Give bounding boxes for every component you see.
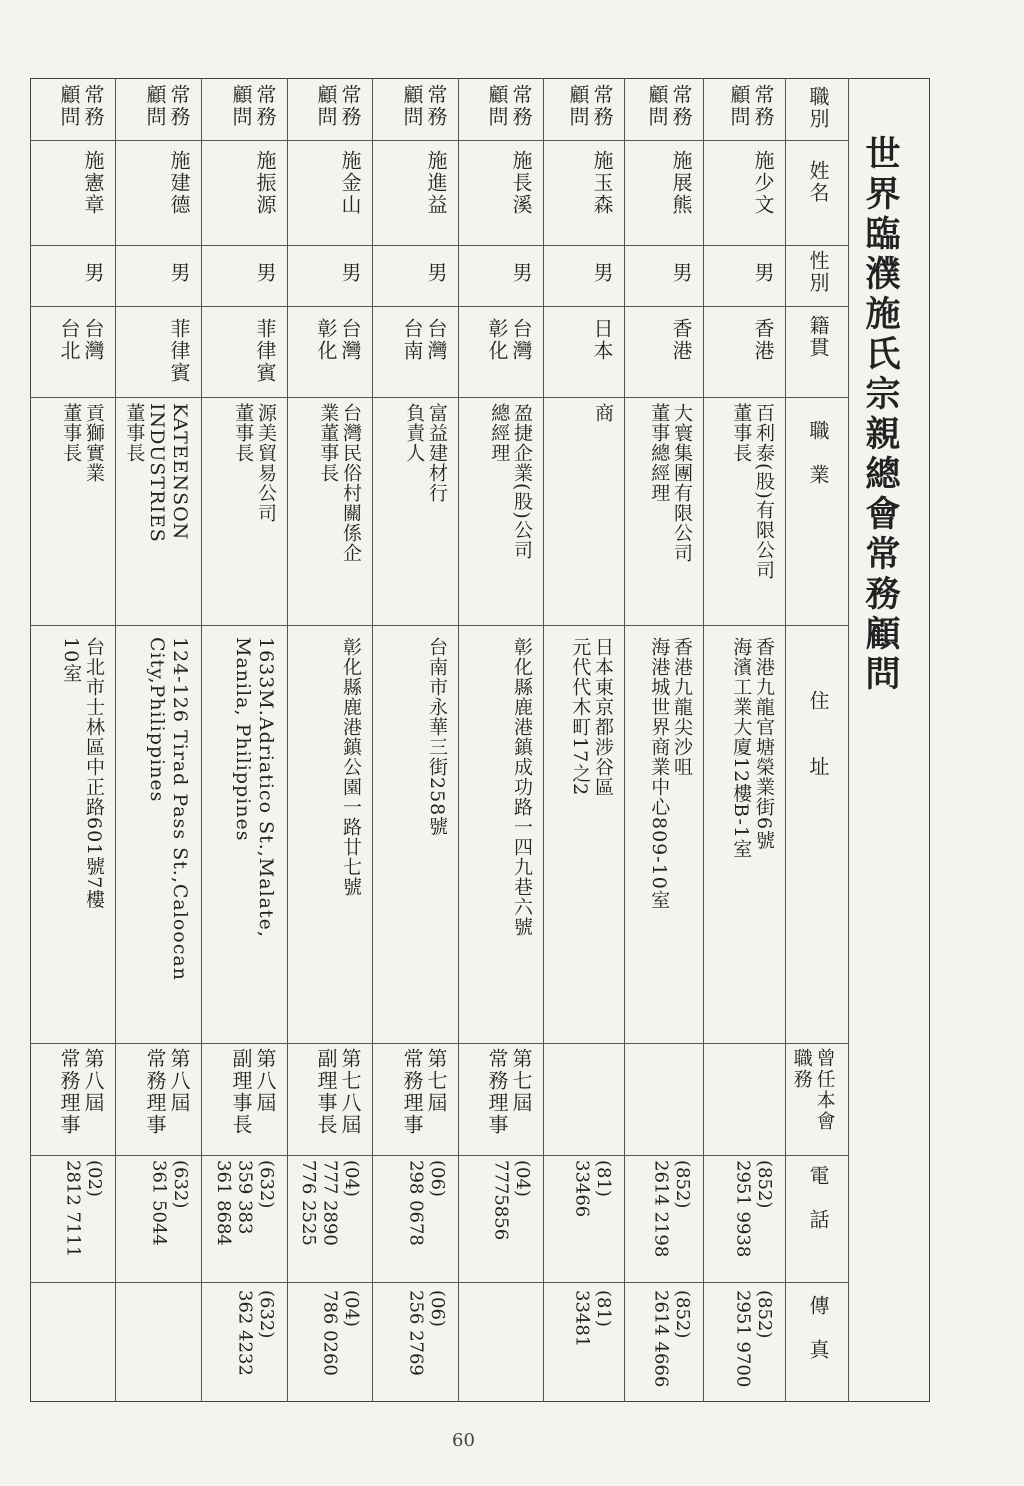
row-5-occupation: 富益建材行 負責人 [403, 403, 448, 503]
row-2-gender: 男 [669, 262, 693, 284]
row-4-address: 彰化縣鹿港鎮成功路一四九巷六號 [511, 637, 533, 937]
column-divider [458, 78, 459, 1402]
row-2-address: 香港九龍尖沙咀 海港城世界商業中心809-10室 [648, 637, 693, 910]
row-9-phone: (02) 2812 7111 [62, 1160, 105, 1258]
row-9-former-role: 第八屆 常務理事 [57, 1048, 105, 1136]
field-divider [30, 1043, 848, 1044]
column-divider [703, 78, 704, 1402]
header-address: 住 址 [806, 690, 830, 778]
row-5-fax: (06) 256 2769 [405, 1290, 448, 1376]
row-6-former-role: 第七八屆 副理事長 [314, 1048, 362, 1136]
row-2-occupation: 大寰集團有限公司 董事總經理 [648, 403, 693, 563]
row-1-fax: (852) 2951 9700 [732, 1290, 775, 1388]
row-2-origin: 香港 [669, 318, 693, 362]
row-8-origin: 菲律賓 [167, 318, 191, 384]
row-6-occupation: 台灣民俗村關係企 業董事長 [317, 403, 362, 563]
row-5-origin: 台灣 台南 [400, 318, 448, 362]
row-6-address: 彰化縣鹿港鎮公園一路廿七號 [340, 637, 362, 897]
row-3-gender: 男 [590, 262, 614, 284]
row-2-fax: (852) 2614 4666 [650, 1290, 693, 1388]
field-divider [30, 1282, 848, 1283]
row-7-address: 1633M.Adriatico St.,Malate, Manila, Philippines [232, 637, 277, 938]
row-1-occupation: 百利泰(股)有限公司 董事長 [730, 403, 775, 580]
row-4-phone: (04) 7775856 [490, 1160, 533, 1241]
row-1-position: 常務 顧問 [727, 84, 775, 128]
row-4-gender: 男 [509, 262, 533, 284]
field-divider [30, 245, 848, 246]
row-4-origin: 台灣 彰化 [485, 318, 533, 362]
row-4-former-role: 第七屆 常務理事 [485, 1048, 533, 1136]
row-9-name: 施憲章 [81, 150, 105, 216]
row-4-occupation: 盈捷企業(股)公司 總經理 [488, 403, 533, 560]
row-1-name: 施少文 [751, 150, 775, 216]
column-divider [287, 78, 288, 1402]
column-divider [543, 78, 544, 1402]
row-6-gender: 男 [338, 262, 362, 284]
row-8-phone: (632) 361 5044 [148, 1160, 191, 1246]
header-origin: 籍貫 [806, 315, 830, 359]
row-2-name: 施展熊 [669, 150, 693, 216]
row-3-address: 日本東京都涉谷區 元代代木町17之2 [569, 637, 614, 797]
row-9-gender: 男 [81, 262, 105, 284]
row-8-former-role: 第八屆 常務理事 [143, 1048, 191, 1136]
header-phone: 電 話 [806, 1165, 830, 1231]
row-7-name: 施振源 [253, 150, 277, 216]
header-occupation: 職 業 [806, 420, 830, 486]
header-name: 姓名 [806, 160, 830, 204]
header-former-role: 曾任本會 職務 [790, 1048, 836, 1132]
row-3-fax: (81) 33481 [571, 1290, 614, 1348]
row-7-position: 常務 顧問 [229, 84, 277, 128]
row-3-origin: 日本 [590, 318, 614, 362]
row-3-name: 施玉森 [590, 150, 614, 216]
header-fax: 傳 真 [806, 1295, 830, 1361]
row-2-phone: (852) 2614 2198 [650, 1160, 693, 1258]
row-8-occupation: KATEENSON INDUSTRIES 董事長 [123, 403, 191, 543]
row-5-position: 常務 顧問 [400, 84, 448, 128]
row-6-phone: (04) 777 2890 776 2525 [297, 1160, 362, 1246]
page-number: 60 [452, 1430, 475, 1451]
column-divider [201, 78, 202, 1402]
field-divider [30, 306, 848, 307]
field-divider [30, 140, 848, 141]
row-7-gender: 男 [253, 262, 277, 284]
row-4-position: 常務 顧問 [485, 84, 533, 128]
header-gender: 性別 [806, 250, 830, 294]
row-6-fax: (04) 786 0260 [319, 1290, 362, 1376]
row-2-position: 常務 顧問 [645, 84, 693, 128]
row-6-name: 施金山 [338, 150, 362, 216]
header-position: 職別 [806, 86, 830, 130]
row-3-position: 常務 顧問 [566, 84, 614, 128]
row-5-address: 台南市永華三街258號 [426, 637, 448, 837]
row-5-gender: 男 [424, 262, 448, 284]
row-7-fax: (632) 362 4232 [234, 1290, 277, 1376]
row-1-gender: 男 [751, 262, 775, 284]
column-divider [624, 78, 625, 1402]
title-divider [848, 78, 849, 1402]
column-divider [372, 78, 373, 1402]
row-7-phone: (632) 359 383 361 8684 [212, 1160, 277, 1246]
row-6-position: 常務 顧問 [314, 84, 362, 128]
row-7-former-role: 第八屆 副理事長 [229, 1048, 277, 1136]
row-7-origin: 菲律賓 [253, 318, 277, 384]
row-9-address: 台北市士林區中正路601號7樓 10室 [60, 637, 105, 910]
row-3-phone: (81) 33466 [571, 1160, 614, 1218]
row-5-phone: (06) 298 0678 [405, 1160, 448, 1246]
row-9-origin: 台灣 台北 [57, 318, 105, 362]
row-8-position: 常務 顧問 [143, 84, 191, 128]
row-1-origin: 香港 [751, 318, 775, 362]
field-divider [30, 1155, 848, 1156]
column-divider [115, 78, 116, 1402]
row-7-occupation: 源美貿易公司 董事長 [232, 403, 277, 523]
row-5-name: 施進益 [424, 150, 448, 216]
row-8-gender: 男 [167, 262, 191, 284]
row-4-name: 施長溪 [509, 150, 533, 216]
page-title: 世界臨濮施氏宗親總會常務顧問 [860, 135, 900, 695]
row-5-former-role: 第七屆 常務理事 [400, 1048, 448, 1136]
row-3-occupation: 商 [592, 403, 614, 423]
column-divider [785, 78, 786, 1402]
row-8-address: 124-126 Tirad Pass St.,Caloocan City,Philippines [146, 637, 191, 981]
row-6-origin: 台灣 彰化 [314, 318, 362, 362]
field-divider [30, 625, 848, 626]
row-1-address: 香港九龍官塘榮業街6號 海濱工業大廈12樓B-1室 [730, 637, 775, 859]
row-8-name: 施建德 [167, 150, 191, 216]
row-1-phone: (852) 2951 9938 [732, 1160, 775, 1258]
row-9-position: 常務 顧問 [57, 84, 105, 128]
field-divider [30, 397, 848, 398]
row-9-occupation: 貢獅實業 董事長 [60, 403, 105, 483]
